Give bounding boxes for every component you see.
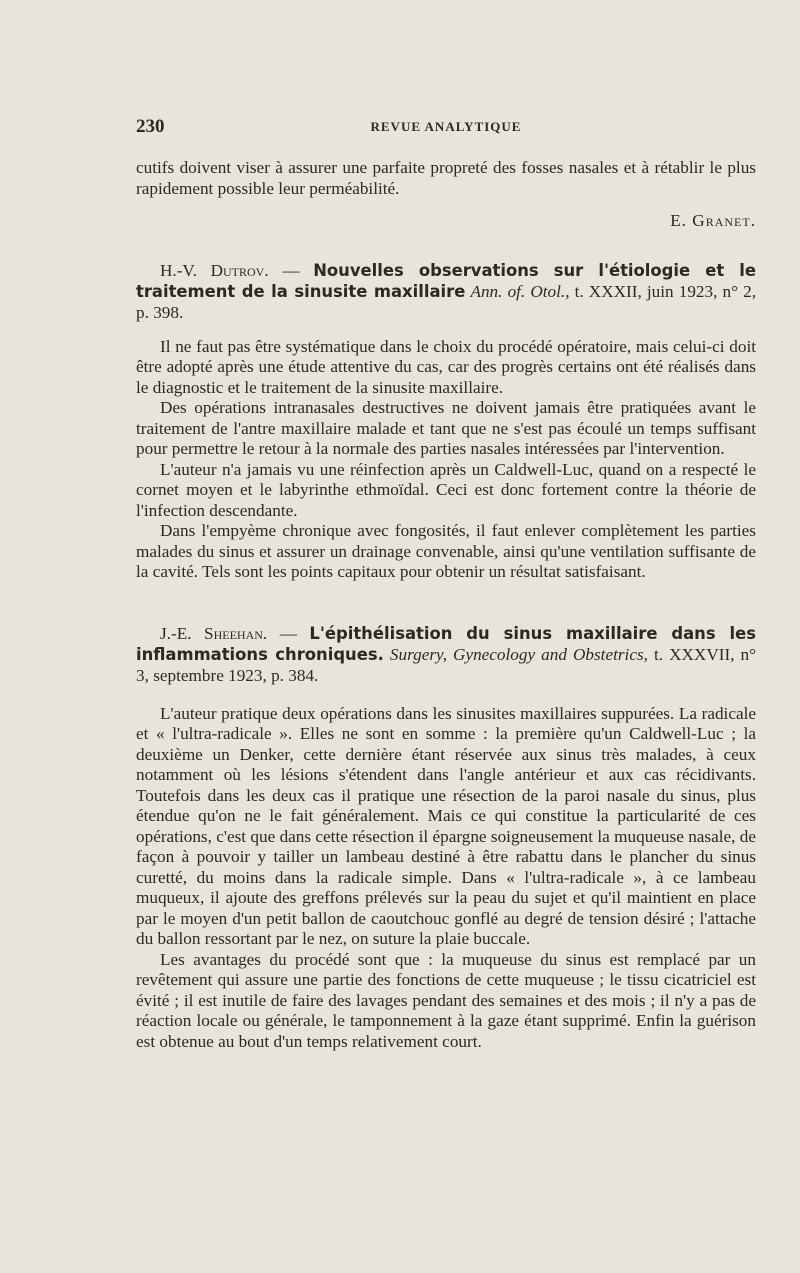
page-header: [136, 116, 756, 140]
signature-granet: E. Granet.: [670, 211, 756, 230]
page-body: [136, 158, 756, 1052]
article-1-heading: [136, 260, 756, 323]
article-2-paragraph: Les avantages du procédé sont que : la muqueuse du sinus est remplacé par un revêtement qui assure une partie des fonctions de cette muqueuse ; le tissu cicatriciel est évité ; il est inutile de faire des lavages pendant des semaines et des mois ; il n'y a pas de réaction locale ou générale, le tamponnement à la gaze étant supprimé. Enfin la guérison est obtenue au bout d'un temps relativement court.: [136, 949, 756, 1051]
article-1-paragraph: Des opérations intranasales destructives ne doivent jamais être pratiquées avant le traitement de l'antre maxillaire malade et tant que ne s'est pas écoulé un temps suffisant pour permettre le retour à la normale des parties nasales intéressées par l'intervention.: [136, 398, 756, 458]
article-1-dash: —: [268, 260, 314, 280]
article-1-paragraph: L'auteur n'a jamais vu une réinfection après un Caldwell-Luc, quand on a respecté le cornet moyen et le labyrinthe ethmoïdal. Ceci est donc fortement contre la théorie de l'infection descendante.: [136, 459, 756, 520]
article-2-citation: t. XXXVII, n° 3, septembre 1923, p. 384.: [136, 644, 757, 685]
article-2-dash: —: [267, 623, 310, 643]
article-1-citation: t. XXXII, juin 1923, n° 2, p. 398.: [136, 281, 756, 322]
article-1-paragraph: Il ne faut pas être systématique dans le choix du procédé opératoire, mais celui-ci doit être adopté après une étude attentive du cas, car des progrès certains ont été réalisés dans le diagnostic et le traitement de la sinusite maxillaire.: [136, 336, 756, 397]
page-number: 230: [136, 116, 165, 137]
article-1-author: H.-V. Dutrov.: [160, 260, 269, 280]
article-1-journal: Ann. of. Otol.,: [470, 281, 570, 301]
article-1-paragraph: Dans l'empyème chronique avec fongosités, il faut enlever complètement les parties malades du sinus et assurer un drainage convenable, ainsi qu'une ventilation suffisante de la cavité. Tels sont les points capitaux pour obtenir un résultat satisfaisant.: [136, 521, 756, 581]
intro-paragraph: cutifs doivent viser à assurer une parfaite propreté des fosses nasales et à rétablir le plus rapidement possible leur perméabilité.: [136, 158, 756, 198]
running-title: REVUE ANALYTIQUE: [370, 119, 522, 134]
article-2-journal: Surgery, Gynecology and Obstetrics,: [389, 644, 648, 664]
article-2-heading: [136, 623, 756, 686]
article-1-title: Nouvelles observations sur l'étiologie et le traitement de la sinusite maxillaire: [136, 260, 757, 301]
article-2-author: J.-E. Sheehan.: [160, 623, 268, 643]
article-2-paragraph: L'auteur pratique deux opérations dans les sinusites maxillaires suppurées. La radicale et « l'ultra-radicale ». Elles ne sont en somme : la première qu'un Caldwell-Luc ; la deuxième un Denker, cette dernière étant réservée aux sinus très malades, à ceux notamment où les lésions s'étendent dans l'angle antérieur et aux cas récidivants. Toutefois dans les deux cas il pratique une résection de la paroi nasale du sinus, plus étendue qu'on ne le fait généralement. Mais ce qui constitue la particularité de ces opérations, c'est que dans cette résection il épargne soigneusement la muqueuse nasale, de façon à pouvoir y tailler un lambeau destiné à être rabattu dans le plancher du sinus curetté, du moins dans la radicale simple. Dans « l'ultra-radicale », à ce lambeau muqueux, il ajoute des greffons prélevés sur la peau du sujet et qu'il maintient en place par le moyen d'un petit ballon de caoutchouc gonflé au degré de tension désiré ; l'attache du ballon ressortant par le nez, on suture la plaie buccale.: [136, 703, 756, 948]
article-2-title: L'épithélisation du sinus maxillaire dans les inflammations chroniques.: [136, 623, 757, 664]
